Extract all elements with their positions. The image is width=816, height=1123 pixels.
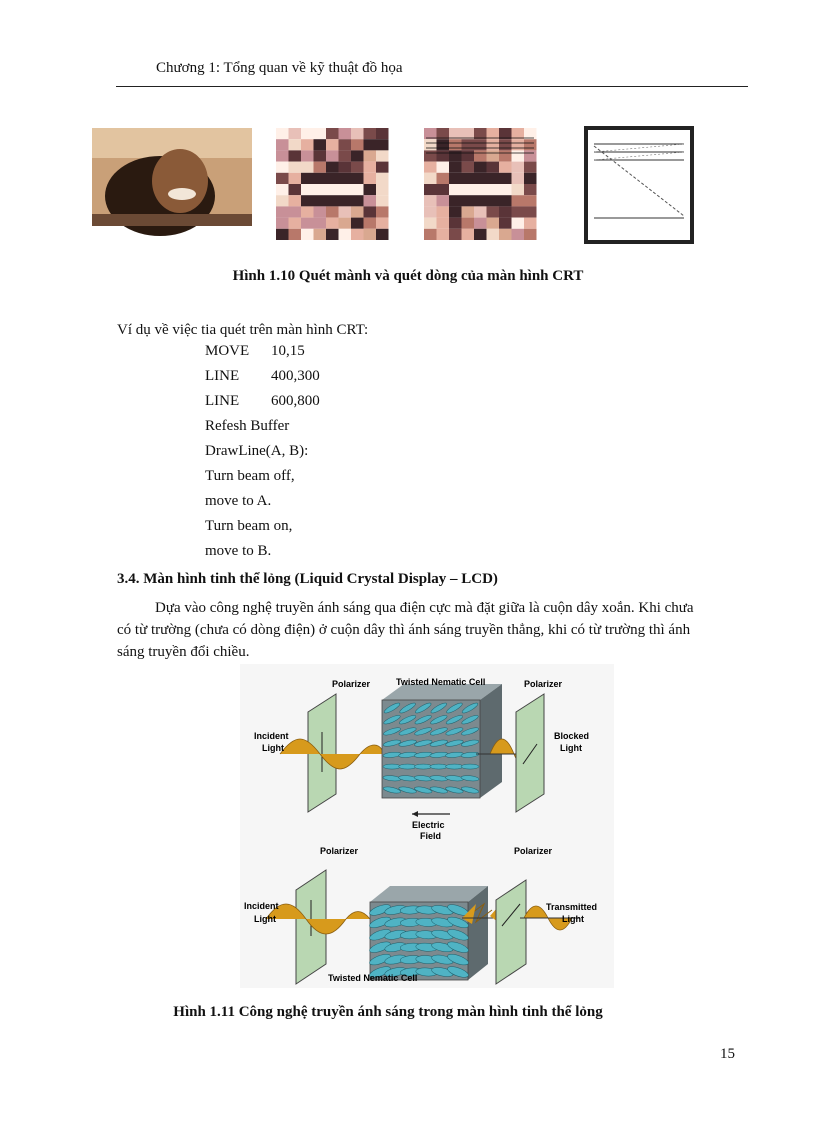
- label-incident-bottom-2: Light: [254, 914, 276, 924]
- code-command: LINE: [205, 393, 240, 409]
- section-heading: 3.4. Màn hình tinh thể lỏng (Liquid Crystal Display – LCD): [117, 571, 498, 587]
- code-line: [205, 343, 305, 360]
- label-incident-bottom-1: Incident: [244, 901, 279, 911]
- label-electric-2: Field: [420, 831, 442, 841]
- example-intro: Ví dụ về việc tia quét trên màn hình CRT:: [117, 322, 369, 338]
- portrait-image: [92, 128, 252, 236]
- code-argument: 400,300: [271, 368, 320, 384]
- code-command: move to A.: [205, 493, 272, 509]
- code-line: [205, 543, 271, 560]
- figure-1-10-caption: Hình 1.10 Quét mành và quét dòng của màn hình CRT: [232, 268, 584, 284]
- pixelated-image-1: [276, 128, 389, 240]
- code-command: DrawLine(A, B):: [205, 443, 309, 459]
- code-line: [205, 468, 295, 485]
- label-incident-top-2: Light: [262, 743, 284, 753]
- label-blocked-2: Light: [560, 743, 582, 753]
- code-command: Turn beam off,: [205, 468, 295, 484]
- lcd-paragraph-line-2: có từ trường (chưa có dòng điện) ở cuộn dây thì ánh sáng truyền thẳng, khi có từ trường thì ánh: [117, 622, 691, 638]
- label-polarizer-4: Polarizer: [514, 846, 553, 856]
- label-twisted-cell-top: Twisted Nematic Cell: [396, 677, 486, 687]
- header-rule: [116, 86, 748, 87]
- page-number: 15: [720, 1046, 735, 1062]
- code-line: [205, 368, 320, 385]
- label-polarizer-2: Polarizer: [524, 679, 563, 689]
- crt-scan-figure: [90, 126, 700, 244]
- code-argument: 10,15: [271, 343, 305, 359]
- label-electric-1: Electric: [412, 820, 445, 830]
- code-command: LINE: [205, 368, 240, 384]
- label-transmitted-2: Light: [562, 914, 584, 924]
- label-incident-top-1: Incident: [254, 731, 289, 741]
- code-line: [205, 443, 308, 460]
- pixelated-image-2: [424, 128, 537, 240]
- polarizer-panel-2: [516, 694, 544, 812]
- label-twisted-cell-bottom: Twisted Nematic Cell: [328, 973, 418, 983]
- code-command: Turn beam on,: [205, 518, 293, 534]
- raster-scan-diagram: [586, 128, 692, 242]
- code-line: [205, 493, 271, 510]
- code-command: move to B.: [205, 543, 272, 559]
- code-argument: 600,800: [271, 393, 320, 409]
- code-command: Refesh Buffer: [205, 418, 290, 434]
- label-polarizer-1: Polarizer: [332, 679, 371, 689]
- label-blocked-1: Blocked: [554, 731, 590, 741]
- chapter-header: Chương 1: Tổng quan về kỹ thuật đồ họa: [156, 60, 403, 76]
- code-line: [205, 518, 292, 535]
- label-polarizer-3: Polarizer: [320, 846, 359, 856]
- code-command: MOVE: [205, 343, 250, 359]
- figure-1-11-caption: Hình 1.11 Công nghệ truyền ánh sáng trong màn hình tinh thể lỏng: [173, 1004, 603, 1020]
- code-line: [205, 393, 320, 410]
- lcd-diagram: [240, 664, 614, 988]
- lcd-paragraph-line-1: Dựa vào công nghệ truyền ánh sáng qua điện cực mà đặt giữa là cuộn dây xoắn. Khi chưa: [155, 600, 694, 616]
- label-transmitted-1: Transmitted: [546, 902, 598, 912]
- code-line: [205, 418, 289, 435]
- lcd-paragraph-line-3: sáng truyền đổi chiều.: [117, 644, 250, 660]
